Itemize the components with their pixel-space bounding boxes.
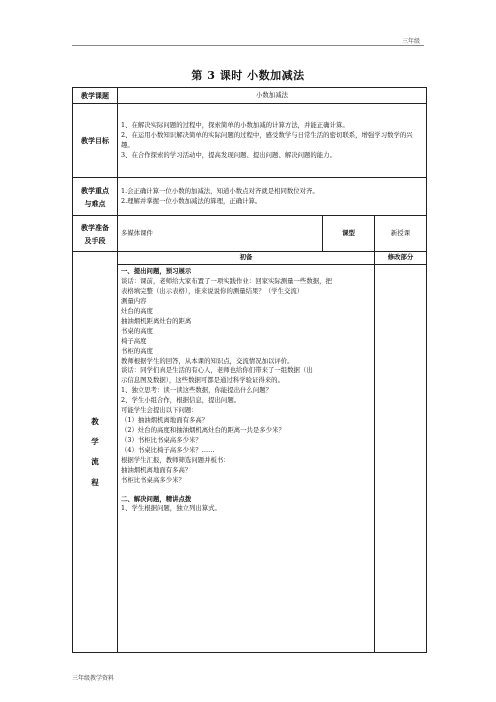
process-label-char: 学 [91,437,99,446]
process-line: 谈话：课前，老师给大家布置了一项实践作业：回家实际测量一些数据，把 [121,277,332,286]
key-points-label [73,178,118,216]
process-line: 测量内容 [121,296,147,305]
process-content [118,265,375,653]
process-line: 一、提出问题，预习展示 [121,267,192,276]
lesson-plan-table [72,87,427,653]
topic-value: 小数加减法 [118,88,427,104]
process-line: 表格填完整（出示表格），谁来说说你的测量结果？（学生交流） [121,287,304,296]
process-line: 抽油烟机离地面有多高？ [121,465,192,474]
document-title: 第 3 课时 小数加减法 [191,69,305,82]
process-label [73,252,118,653]
goals-content [118,104,427,178]
process-line: 谈话：同学们真是生活的有心人，老师也给你们带来了一组数据（出 [121,366,313,375]
process-label-char: 程 [91,477,99,487]
goal-item: 2、在运用小数知识解决简单的实际问题的过程中，感受数学与日常生活的密切联系，增强学习数学的兴趣。 [121,130,413,149]
process-line: 教师根据学生的回答，从本课的知识点，交流情况加以评价。 [121,356,294,365]
row-prep [73,216,427,252]
page-header-grade: 三年级 [401,38,420,45]
row-process-body [73,265,427,653]
lesson-type-label: 课型 [323,216,375,252]
process-line: 椅子高度 [121,336,147,345]
process-line: 书柜的高度 [121,346,153,355]
process-line: 1、学生根据问题，独立列出算式。 [121,504,221,513]
key-points-content [118,178,427,216]
process-label-char: 流 [91,457,99,467]
process-line: （2）灶台的高度和抽油烟机离灶台的距离一共是多少米？ [121,425,285,434]
goal-item: 1、在解决实际问题的过程中，探索简单的小数加减的计算方法，并能正确计算。 [121,120,349,129]
prep-value: 多媒体课件 [118,216,323,252]
key-point-item: 2.理解并掌握一位小数加减法的算理，正确计算。 [121,196,262,205]
prep-label [73,216,118,252]
process-label-char: 教 [91,416,99,426]
draft-column-header: 初备 [118,252,375,265]
row-topic [73,88,427,104]
process-line: 根据学生汇报，教师筛选问题并板书： [121,455,230,464]
topic-label: 教学课题 [73,88,118,104]
modify-column-content [375,265,427,653]
process-line: 书桌的高度 [121,326,153,335]
process-line: （4）书桌比椅子高多少米？…… [121,445,215,454]
page-footer: 三年级教学资料 [72,675,115,682]
process-line [121,486,371,495]
process-line: 抽油烟机距离灶台的距离 [121,316,192,325]
process-line: 灶台的高度 [121,306,153,315]
process-line: 书柜比书桌高多少米？ [121,475,185,484]
row-goals [73,104,427,178]
process-line: 示信息图及数据），这些数据可都是通过科学验证得来的。 [121,376,284,385]
row-key-points [73,178,427,216]
process-line: （3）书柜比书桌高多少米？ [121,435,202,444]
header-divider [72,45,424,46]
process-line: 可能学生会提出以下问题： [121,406,198,415]
process-line: 二、解决问题，精讲点拨 [121,494,192,503]
process-line: （1）抽油烟机离地面有多高？ [121,416,209,425]
process-line: 2、学生小组合作，根据信息，提出问题。 [121,396,241,405]
modify-column-header: 修改部分 [375,252,427,265]
prep-label-line2: 及手段 [84,235,106,245]
key-points-label-line1: 教学重点 [81,185,109,195]
goal-item: 3、在合作探索的学习活动中，提高发现问题、提出问题、解决问题的能力。 [121,150,336,159]
key-points-label-line2: 与难点 [84,198,106,208]
prep-label-line1: 教学准备 [81,222,109,232]
lesson-type-value: 新授课 [375,216,427,252]
row-process-header [73,252,427,265]
key-point-item: 1.会正确计算一位小数的加减法，知道小数点对齐就是相同数位对齐。 [121,186,319,195]
goals-label: 教学目标 [73,104,118,178]
process-line: 1、独立思考：读一读这些数据，你能提出什么问题？ [121,386,273,395]
